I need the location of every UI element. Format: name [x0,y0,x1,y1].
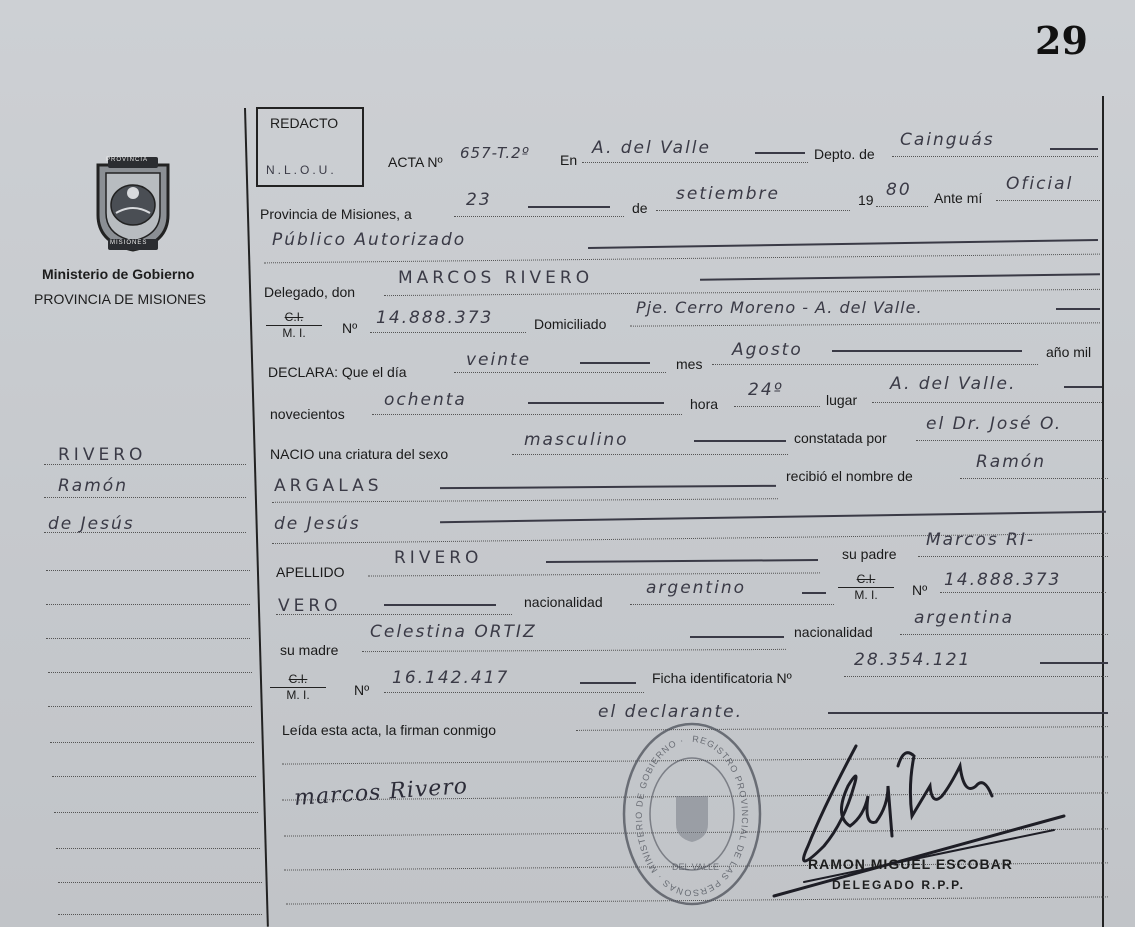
madre-nacionalidad: argentina [914,608,1015,628]
lugar-label: lugar [826,392,858,408]
column-divider [244,108,269,927]
fill-line [892,156,1098,157]
acta-number: 657-T.2º [460,144,530,162]
domicilio-label: Domiciliado [534,316,607,332]
fill-line [996,200,1100,201]
ci-label: C.I. [270,672,326,688]
fill-dash [828,712,1108,714]
leida-value: el declarante. [598,702,744,722]
no-label: Nº [354,682,370,698]
ci-label: C.I. [838,572,894,588]
fill-dash [832,350,1022,352]
apellido-label: APELLIDO [276,564,345,580]
delegado-doc: 14.888.373 [376,308,494,328]
novecientos-label: novecientos [270,406,345,422]
margin-line [44,532,246,533]
fill-dash [1064,386,1102,388]
year-prefix: 19 [858,192,874,208]
fill-line [362,649,786,652]
crest-bottom-text: MISIONES [110,240,148,246]
fill-line [844,676,1108,677]
madre-value: Celestina ORTIZ [370,622,537,642]
madre-nacionalidad-label: nacionalidad [794,624,873,640]
fill-dash [690,636,784,638]
provincia-label: Provincia de Misiones, a [260,206,412,222]
ante-value-2: Público Autorizado [272,230,467,250]
fill-dash [440,485,776,489]
fill-line [454,216,624,217]
fill-line [872,402,1102,403]
margin-line [44,497,246,498]
nombre-value-1: Ramón [976,452,1046,472]
fill-dash [580,362,650,364]
fill-line [918,556,1108,557]
fill-line [512,454,788,455]
mes-label: mes [676,356,703,372]
recibio-label: recibió el nombre de [786,468,913,484]
fill-dash [755,152,805,154]
margin-line [44,464,246,465]
madre-label: su madre [280,642,339,658]
fill-line [876,206,928,207]
mi-label: M. I. [282,326,306,340]
fill-dash [694,440,786,442]
margin-line [50,742,254,743]
fill-line [370,332,526,333]
fill-dash [528,402,664,404]
day-value: 23 [466,190,492,210]
padre-doc: 14.888.373 [944,570,1062,590]
fill-dash [1056,308,1100,310]
margin-line [48,706,252,707]
fill-line [384,692,644,693]
en-label: En [560,152,578,168]
official-stamp [620,720,764,908]
acta-label: ACTA Nº [388,154,443,170]
officer-name: RAMON MIGUEL ESCOBAR [808,856,1013,872]
fill-dash [528,206,610,208]
margin-line [58,882,262,883]
ante-value-1: Oficial [1006,174,1074,194]
padre-nacionalidad-label: nacionalidad [524,594,603,610]
padre-label: su padre [842,546,897,562]
fill-line [900,634,1108,635]
margin-line [46,570,250,571]
padre-value-2: VERO [278,596,342,616]
padre-nacionalidad: argentino [646,578,746,598]
nacio-label: NACIO una criatura del sexo [270,446,449,462]
madre-doc: 16.142.417 [392,668,510,688]
declara-label: DECLARA: Que el día [268,364,407,380]
margin-line [54,812,258,813]
ci-label: C.I. [266,310,322,326]
novecientos-value: ochenta [384,390,467,410]
fill-dash [440,511,1106,523]
margin-line [46,638,250,639]
redacto-label: REDACTO [270,115,339,131]
fill-line [712,364,1038,365]
redacto-box [256,107,364,187]
fill-line [384,289,1100,296]
fill-dash [580,682,636,684]
mi-label: M. I. [854,588,878,602]
depto-value: Cainguás [900,130,995,150]
crest-top-text: PROVINCIA [106,157,149,163]
fill-dash [588,239,1098,249]
page-number: 29 [1035,18,1088,63]
province-name: PROVINCIA DE MISIONES [34,291,206,307]
fill-line [272,498,778,503]
delegado-doc-type [266,310,322,340]
leida-label: Leída esta acta, la firman conmigo [282,722,497,738]
fill-dash [1040,662,1108,664]
fill-line [734,406,820,407]
hora-value: 24º [748,380,784,400]
fill-line [582,162,808,163]
fill-line [372,414,682,415]
nombre-value-2: de Jesús [274,514,361,534]
ficha-label: Ficha identificatoria Nº [652,670,792,686]
margin-line [56,848,260,849]
fill-line [940,592,1106,593]
fill-dash [384,604,496,606]
month-value: setiembre [676,184,780,204]
domicilio-value: Pje. Cerro Moreno - A. del Valle. [636,298,923,317]
margin-first-name: Ramón [58,476,128,496]
stamp-ring-text: REGISTRO PROVINCIAL DE LAS PERSONAS · MINISTERIO DE GOBIERNO · [633,733,751,899]
dia-value: veinte [466,350,532,370]
constatada-value-2: ARGALAS [274,476,383,496]
provincial-crest-icon [90,155,176,253]
fill-line [916,440,1102,441]
lugar-value: A. del Valle. [890,374,1017,394]
delegado-value: MARCOS RIVERO [398,268,594,288]
no-label: Nº [912,582,928,598]
ano-label: año mil [1046,344,1092,360]
margin-line [46,604,250,605]
constatada-label: constatada por [794,430,887,446]
fill-dash [546,559,818,563]
fill-dash [1050,148,1098,150]
mi-label: M. I. [286,688,310,702]
fill-line [630,604,834,605]
no-label: Nº [342,320,358,336]
redacto-value: N.L.O.U. [266,163,337,177]
constatada-value-1: el Dr. José O. [926,414,1063,434]
delegado-label: Delegado, don [264,284,356,300]
year-suffix: 80 [886,180,912,200]
ante-label: Ante mí [934,190,983,206]
declarant-signature: marcos Rivero [293,773,469,812]
en-value: A. del Valle [592,138,711,158]
margin-line [48,672,252,673]
de-label: de [632,200,648,216]
fill-line [264,254,1100,264]
hora-label: hora [690,396,719,412]
margin-second-name: de Jesús [48,514,135,534]
fill-line [276,614,512,615]
stamp-center-text: DEL VALLE [672,862,720,872]
apellido-value: RIVERO [394,548,483,568]
ministry-name: Ministerio de Gobierno [42,266,195,282]
depto-label: Depto. de [814,146,875,162]
fill-line [630,322,1100,326]
padre-value-1: Marcos RI- [926,530,1036,550]
sexo-value: masculino [524,430,629,450]
ficha-value: 28.354.121 [854,650,972,670]
fill-line [454,372,666,373]
fill-dash [700,273,1100,281]
fill-line [656,210,850,211]
fill-line [960,478,1108,479]
margin-surname: RIVERO [58,445,147,465]
fill-dash [802,592,826,594]
padre-doc-type [838,572,894,602]
fill-line [368,572,820,576]
margin-line [52,776,256,777]
mes-value: Agosto [732,340,803,360]
margin-line [58,914,262,915]
officer-title: DELEGADO R.P.P. [832,878,965,892]
madre-doc-type [270,672,326,702]
